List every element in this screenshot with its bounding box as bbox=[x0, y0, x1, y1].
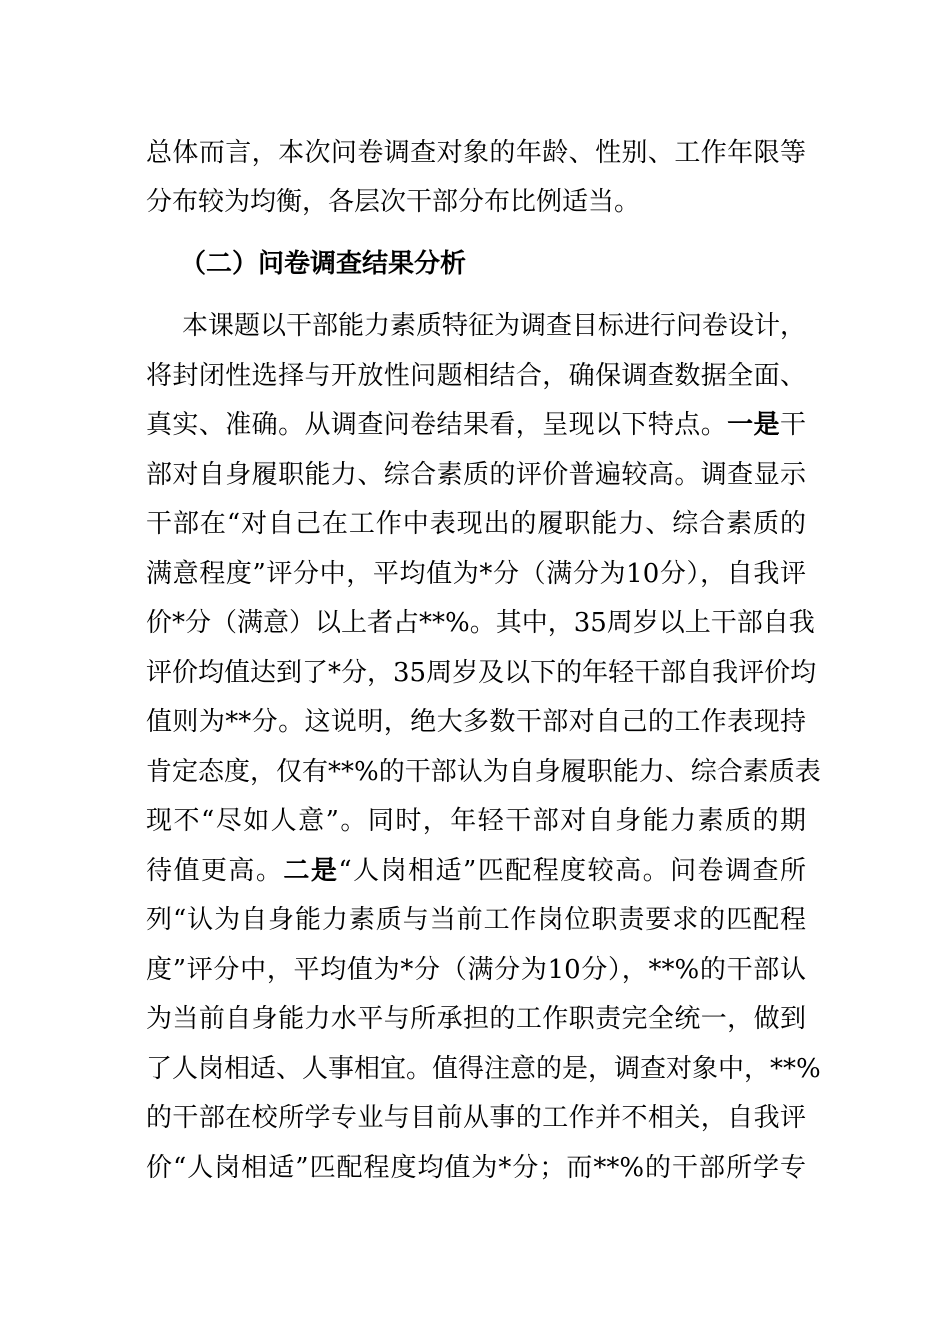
paragraph-line: 总体而言，本次问卷调查对象的年龄、性别、工作年限等 bbox=[146, 138, 806, 168]
section-heading: （二）问卷调查结果分析 bbox=[180, 249, 467, 279]
paragraph-line: 肯定态度，仅有**%的干部认为自身履职能力、综合素质表 bbox=[146, 757, 821, 787]
paragraph-line: 部对自身履职能力、综合素质的评价普遍较高。调查显示 bbox=[146, 460, 806, 490]
paragraph-line: 为当前自身能力水平与所承担的工作职责完全统一，做到 bbox=[146, 1004, 806, 1034]
text-run: “人岗相适”匹配程度较高。问卷调查所 bbox=[338, 856, 806, 886]
paragraph-line: 价“人岗相适”匹配程度均值为*分；而**%的干部所学专 bbox=[146, 1153, 806, 1183]
paragraph-line: 现不“尽如人意”。同时，年轻干部对自身能力素质的期 bbox=[146, 806, 806, 836]
paragraph-line: 满意程度”评分中，平均值为*分（满分为10分），自我评 bbox=[146, 559, 806, 589]
paragraph-line: 评价均值达到了*分，35周岁及以下的年轻干部自我评价均 bbox=[146, 658, 817, 688]
paragraph-line bbox=[146, 405, 806, 445]
emphasis-first-point: 一是 bbox=[727, 410, 780, 440]
text-run: 干 bbox=[779, 410, 806, 440]
paragraph-line: 度”评分中，平均值为*分（满分为10分），**%的干部认 bbox=[146, 955, 806, 985]
paragraph-line: 价*分（满意）以上者占**%。其中，35周岁以上干部自我 bbox=[146, 608, 815, 638]
paragraph-line: 将封闭性选择与开放性问题相结合，确保调查数据全面、 bbox=[146, 361, 806, 391]
paragraph-line: 列“认为自身能力素质与当前工作岗位职责要求的匹配程 bbox=[146, 905, 806, 935]
paragraph-line bbox=[146, 851, 806, 891]
paragraph-line: 分布较为均衡，各层次干部分布比例适当。 bbox=[146, 187, 641, 217]
emphasis-second-point: 二是 bbox=[283, 856, 339, 886]
paragraph-line: 的干部在校所学专业与目前从事的工作并不相关，自我评 bbox=[146, 1103, 806, 1133]
paragraph-line: 值则为**分。这说明，绝大多数干部对自己的工作表现持 bbox=[146, 707, 806, 737]
paragraph-line: 干部在“对自己在工作中表现出的履职能力、综合素质的 bbox=[146, 509, 806, 539]
paragraph-line: 了人岗相适、人事相宜。值得注意的是，调查对象中，**% bbox=[146, 1054, 821, 1084]
text-run: 真实、准确。从调查问卷结果看，呈现以下特点。 bbox=[146, 410, 728, 440]
text-run: 待值更高。 bbox=[146, 856, 284, 886]
paragraph-line: 本课题以干部能力素质特征为调查目标进行问卷设计， bbox=[182, 311, 807, 341]
